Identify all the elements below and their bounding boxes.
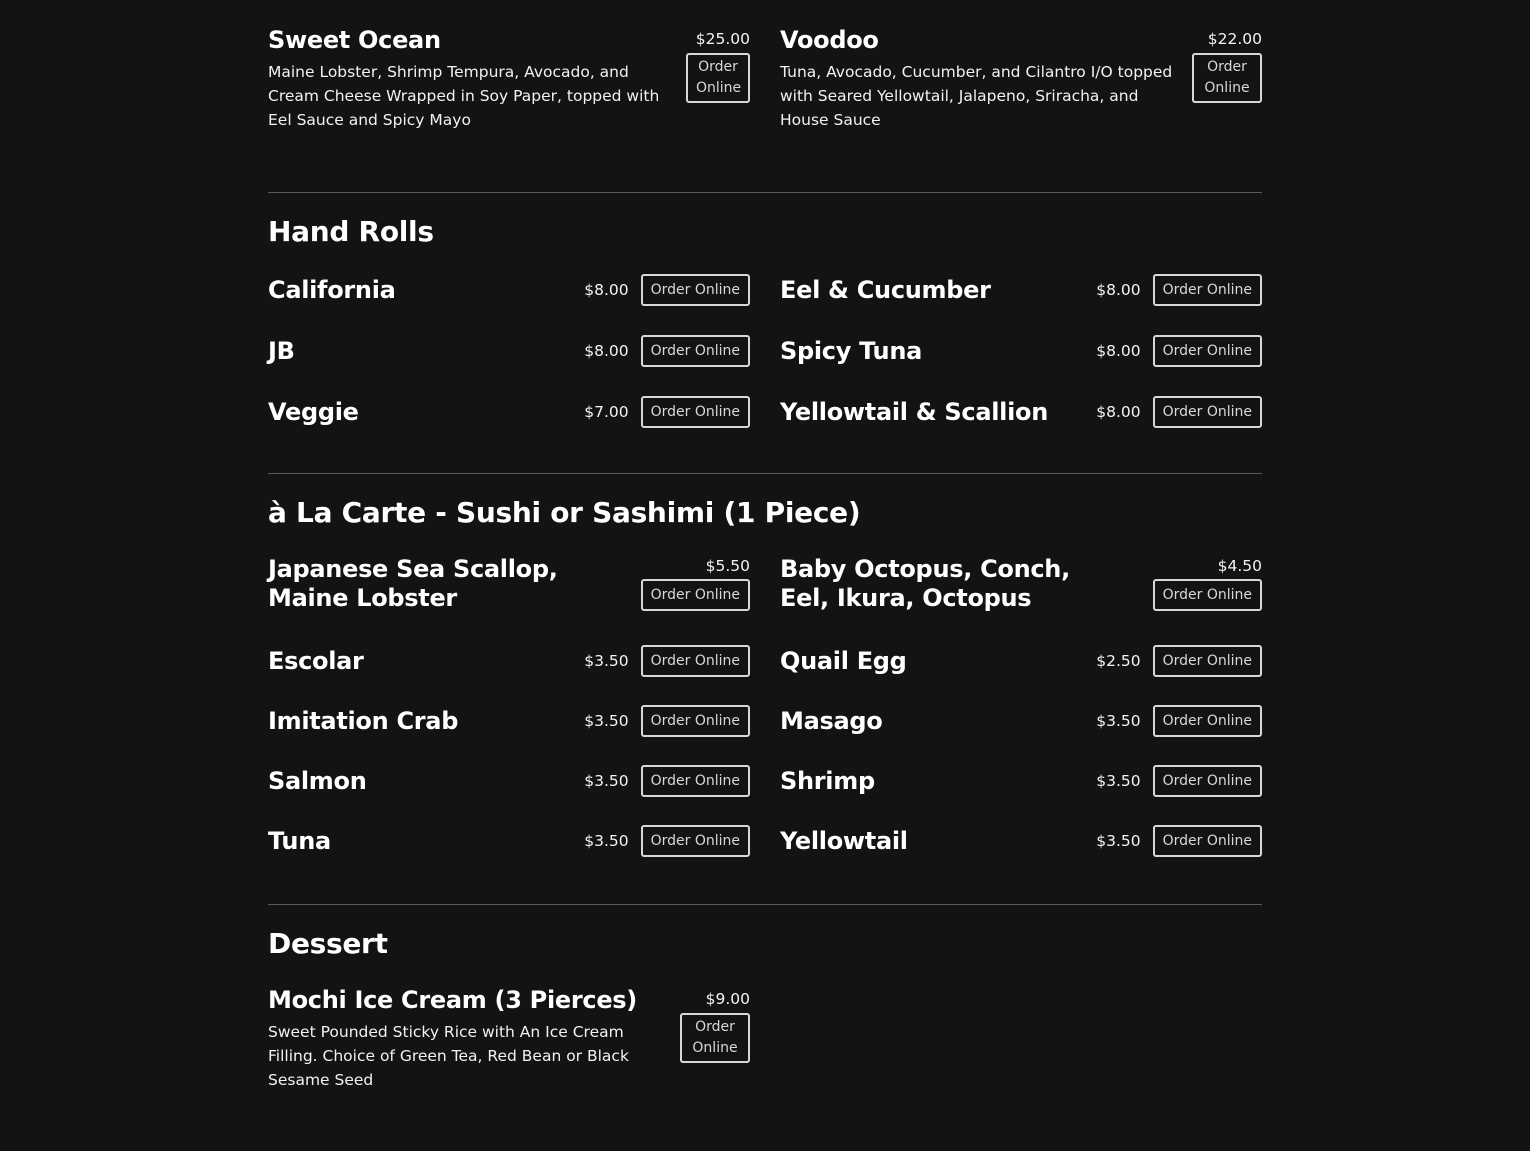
a-la-carte-grid	[268, 645, 1262, 857]
item-name: Eel & Cucumber	[780, 275, 991, 304]
menu-item	[780, 274, 1262, 306]
order-online-button[interactable]: Order Online	[641, 579, 750, 611]
order-online-button[interactable]: Order Online	[1153, 396, 1262, 428]
item-price: $3.50	[1096, 772, 1141, 790]
item-name: Yellowtail	[780, 826, 908, 855]
item-description: Maine Lobster, Shrimp Tempura, Avocado, and Cream Cheese Wrapped in Soy Paper, topped with Eel Sauce and Spicy Mayo	[268, 63, 660, 129]
item-name: Quail Egg	[780, 646, 907, 675]
item-name: Salmon	[268, 766, 367, 795]
item-price: $5.50	[705, 557, 750, 575]
menu-item	[780, 765, 1262, 797]
item-price: $3.50	[584, 832, 629, 850]
item-name: Tuna	[268, 826, 331, 855]
item-name: JB	[268, 336, 295, 365]
menu-item	[268, 645, 750, 677]
item-price: $8.00	[1096, 281, 1141, 299]
item-name: Voodoo	[780, 26, 879, 54]
menu-item-voodoo	[780, 26, 1262, 132]
item-price: $8.00	[1096, 342, 1141, 360]
order-online-button[interactable]: Order Online	[641, 765, 750, 797]
order-online-button[interactable]: Order Online	[641, 335, 750, 367]
menu-item	[268, 274, 750, 306]
item-price: $7.00	[584, 403, 629, 421]
item-price: $9.00	[705, 990, 750, 1008]
hand-rolls-grid	[268, 274, 1262, 428]
menu-item	[780, 825, 1262, 857]
item-price: $3.50	[1096, 712, 1141, 730]
item-price: $2.50	[1096, 652, 1141, 670]
item-price: $4.50	[1217, 557, 1262, 575]
menu-item	[268, 335, 750, 367]
item-name: Yellowtail & Scallion	[780, 397, 1048, 426]
menu-item	[268, 555, 750, 613]
item-name: Baby Octopus, Conch, Eel, Ikura, Octopus	[780, 555, 1070, 612]
item-name: Japanese Sea Scallop, Maine Lobster	[268, 555, 558, 612]
menu-item-mochi	[268, 986, 750, 1092]
item-name: Masago	[780, 706, 883, 735]
menu-item	[780, 705, 1262, 737]
menu-item	[268, 705, 750, 737]
menu-item	[780, 335, 1262, 367]
order-online-button[interactable]: Order Online	[680, 1013, 750, 1063]
order-online-button[interactable]: Order Online	[641, 825, 750, 857]
specialty-rolls-grid	[268, 26, 1262, 132]
item-price: $3.50	[584, 772, 629, 790]
menu-item	[268, 396, 750, 428]
menu-item	[780, 555, 1262, 613]
order-online-button[interactable]: Order Online	[641, 274, 750, 306]
item-name: Imitation Crab	[268, 706, 459, 735]
order-online-button[interactable]: Order Online	[686, 53, 750, 103]
order-online-button[interactable]: Order Online	[641, 645, 750, 677]
section-divider	[268, 904, 1262, 905]
order-online-button[interactable]: Order Online	[1153, 825, 1262, 857]
item-name: Escolar	[268, 646, 364, 675]
item-price: $8.00	[1096, 403, 1141, 421]
section-title-dessert: Dessert	[268, 927, 388, 960]
a-la-carte-first-row	[268, 555, 1262, 613]
order-online-button[interactable]: Order Online	[1153, 705, 1262, 737]
section-title-hand-rolls: Hand Rolls	[268, 215, 434, 248]
item-price: $3.50	[584, 652, 629, 670]
item-name: Mochi Ice Cream (3 Pierces)	[268, 986, 637, 1014]
menu-item	[780, 645, 1262, 677]
order-online-button[interactable]: Order Online	[1153, 765, 1262, 797]
item-description: Tuna, Avocado, Cucumber, and Cilantro I/O topped with Seared Yellowtail, Jalapeno, Sriracha, and House Sauce	[780, 63, 1173, 129]
item-name: Veggie	[268, 397, 359, 426]
order-online-button[interactable]: Order Online	[641, 396, 750, 428]
item-description: Sweet Pounded Sticky Rice with An Ice Cream Filling. Choice of Green Tea, Red Bean or Black Sesame Seed	[268, 1023, 629, 1089]
item-price: $3.50	[1096, 832, 1141, 850]
item-name: Sweet Ocean	[268, 26, 441, 54]
item-name: Spicy Tuna	[780, 336, 923, 365]
section-divider	[268, 473, 1262, 474]
order-online-button[interactable]: Order Online	[1153, 645, 1262, 677]
section-divider	[268, 192, 1262, 193]
item-price: $3.50	[584, 712, 629, 730]
item-price: $8.00	[584, 342, 629, 360]
menu-item-sweet-ocean	[268, 26, 750, 132]
item-price: $25.00	[695, 30, 750, 48]
item-name: California	[268, 275, 396, 304]
order-online-button[interactable]: Order Online	[1153, 274, 1262, 306]
item-name: Shrimp	[780, 766, 875, 795]
order-online-button[interactable]: Order Online	[1192, 53, 1262, 103]
item-price: $22.00	[1207, 30, 1262, 48]
menu-item	[268, 825, 750, 857]
order-online-button[interactable]: Order Online	[1153, 579, 1262, 611]
menu-item	[780, 396, 1262, 428]
order-online-button[interactable]: Order Online	[641, 705, 750, 737]
menu-item	[268, 765, 750, 797]
item-price: $8.00	[584, 281, 629, 299]
section-title-a-la-carte: à La Carte - Sushi or Sashimi (1 Piece)	[268, 496, 861, 529]
order-online-button[interactable]: Order Online	[1153, 335, 1262, 367]
